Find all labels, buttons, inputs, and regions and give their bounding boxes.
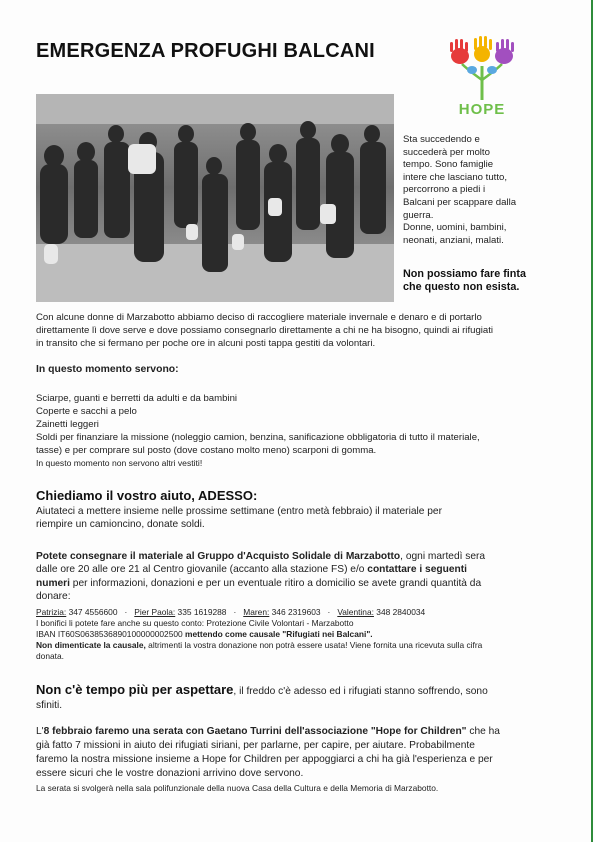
iban-line: IBAN IT60S0638536890100000002500 mettendo come causale "Rifugiati nei Balcani". [36, 629, 373, 639]
page-edge-line [591, 0, 593, 842]
delivery-paragraph: Potete consegnare il materiale al Gruppo d'Acquisto Solidale di Marzabotto, ogni martedì sera dalle ore 20 alle ore 21 al Centro giovanile (accanto alla stazione FS) e/o contattare i seguenti numeri per informazioni, donazioni e per un eventuale ritiro a domicilio se avete grandi quantità da donare: [36, 551, 486, 603]
hands-flower-icon [438, 36, 526, 102]
needs-heading: In questo momento servono: [36, 364, 179, 375]
refugees-photo [36, 94, 394, 302]
page-title: EMERGENZA PROFUGHI BALCANI [36, 40, 375, 62]
contact-numbers: Patrizia: 347 4556600 · Pier Paola: 335 1619288 · Maren: 346 2319603 · Valentina: 348 2840034 [36, 607, 426, 617]
needs-note: In questo momento non servono altri vestiti! [36, 458, 203, 468]
contact-name: Pier Paola: [134, 607, 176, 617]
help-paragraph: Aiutateci a mettere insieme nelle prossime settimane (entro metà febbraio) il materiale per riempire un camioncino, donate soldi. [36, 506, 442, 531]
contacts-block: Patrizia: 347 4556600 · Pier Paola: 335 1619288 · Maren: 346 2319603 · Valentina: 348 2840034 I bonifici li potete fare anche su questo conto: Protezione Civile Volontari - Marzabotto IBAN IT60S0638536890100000002500 mettendo come causale "Rifugiati nei Balcani". Non dimenticate la causale, altrimenti la vostra donazione non potrà essere usata! Viene fornita una ricevuta sulla cifra donata. [36, 607, 546, 662]
event-paragraph: L'8 febbraio faremo una serata con Gaetano Turrini dell'associazione "Hope for Children" che ha già fatto 7 missioni in aiuto dei rifugiati siriani, per parlarne, per capire, per aiutare. Probabilmente faremo la nostra missione insieme a Hope for Children per appoggiarci a chi ha già l'esperienza e per essere sicuri che le vostre donazioni arrivino dove servono. [36, 726, 500, 779]
contact-name: Maren: [243, 607, 270, 617]
list-item: Coperte e sacchi a pelo [36, 406, 137, 417]
intro-paragraph: Con alcune donne di Marzabotto abbiamo deciso di raccogliere materiale invernale e denaro e di portarlo direttamente lì dove serve e dove possiamo consegnarlo direttamente a chi ne ha bisogno, quindi ai rifugiati in transito che si fermano per poche ore in alcuni posti tappa gestiti da volontari. [36, 312, 494, 349]
contact-name: Patrizia: [36, 607, 67, 617]
bank-info: I bonifici li potete fare anche su questo conto: Protezione Civile Volontari - Marzabotto [36, 618, 354, 628]
side-statement: Non possiamo fare finta che questo non esista. [403, 268, 526, 294]
list-item: tasse) e per comprare sul posto (dove costano molto meno) scarponi di gomma. [36, 445, 377, 456]
hope-logo [438, 36, 526, 120]
help-heading: Chiediamo il vostro aiuto, ADESSO: [36, 488, 258, 503]
contact-number[interactable]: 335 1619288 [175, 607, 227, 617]
needs-list [36, 392, 546, 470]
contact-number[interactable]: 346 2319603 [269, 607, 321, 617]
list-item: Zainetti leggeri [36, 419, 99, 430]
list-item: Soldi per finanziare la missione (noleggio camion, benzina, sanificazione obbligatoria di tutto il materiale, [36, 432, 480, 443]
urgency-paragraph: Non c'è tempo più per aspettare, il freddo c'è adesso ed i rifugiati stanno soffrendo, sono sfiniti. [36, 682, 488, 711]
logo-text: HOPE [458, 101, 506, 118]
refugees-walking-image [36, 94, 394, 302]
causale-warning: Non dimenticate la causale, altrimenti la vostra donazione non potrà essere usata! Viene fornita una ricevuta sulla cifra [36, 640, 483, 650]
list-item: Sciarpe, guanti e berretti da adulti e da bambini [36, 393, 238, 404]
contact-name: Valentina: [337, 607, 374, 617]
contact-number[interactable]: 348 2840034 [373, 607, 426, 617]
contact-number[interactable]: 347 4556600 [66, 607, 118, 617]
side-description: Sta succedendo e succederà per molto tempo. Sono famiglie intere che lasciano tutto, percorrono a piedi i Balcani per scappare dalla guerra. Donne, uomini, bambini, neonati, anziani, malati. [403, 134, 517, 246]
event-location: La serata si svolgerà nella sala polifunzionale della nuova Casa della Cultura e della Memoria di Marzabotto. [36, 783, 439, 793]
